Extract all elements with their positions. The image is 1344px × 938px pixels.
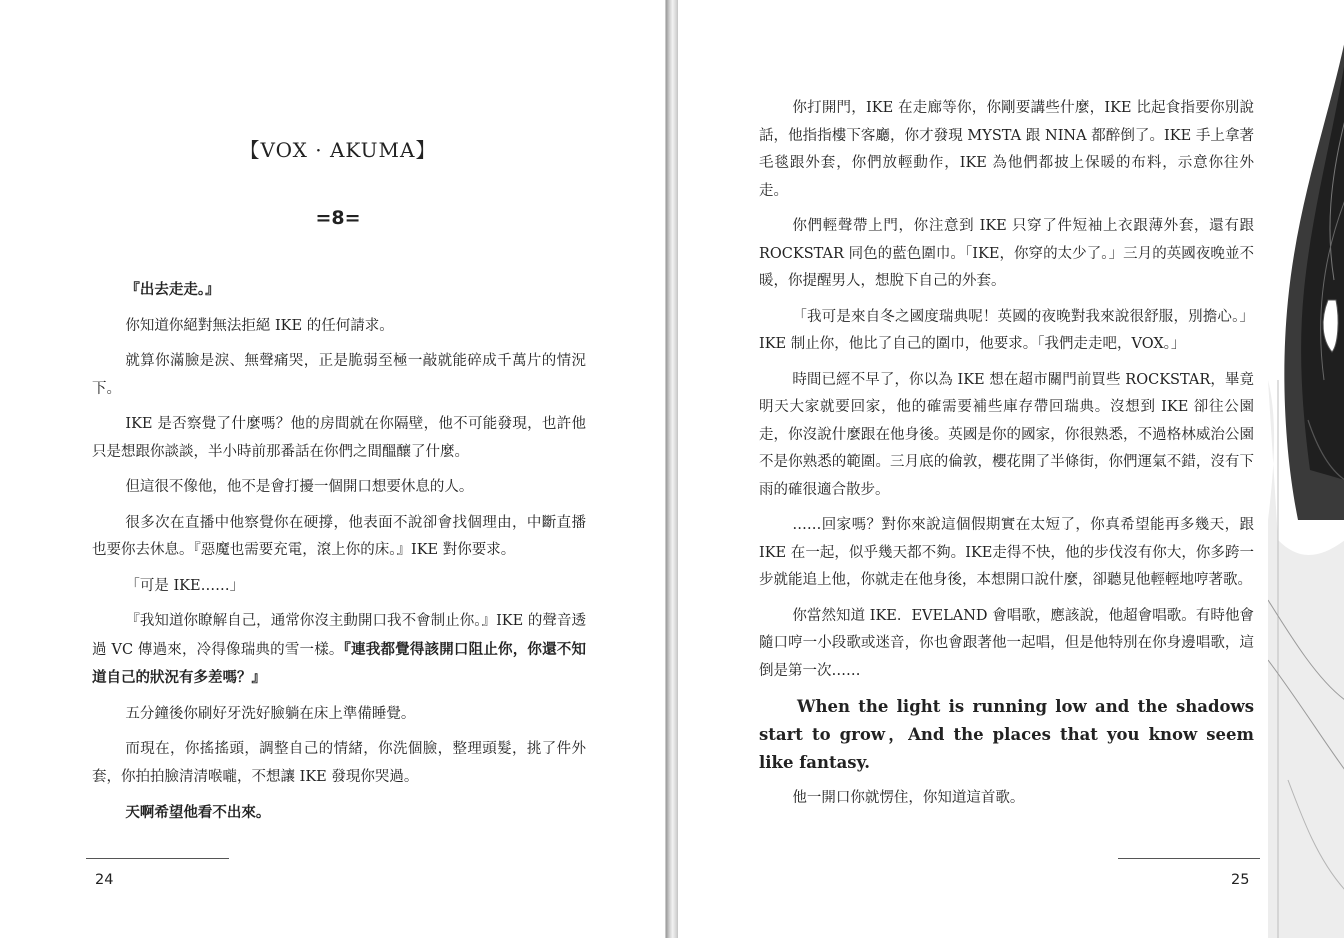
text-run: 「我可是來自冬之國度瑞典呢！英國的夜晚對我來說很舒服，別擔心。」IKE 制止你，他比了自己的圍巾，他要求。「我們走走吧，VOX。」 (759, 308, 1254, 352)
text-run: 時間已經不早了，你以為 IKE 想在超市關門前買些 ROCKSTAR，畢竟明天大家就要回家，他的確需要補些庫存帶回瑞典。沒想到 IKE 卻往公園走，你沒說什麼跟在他身後。英國是你的國家，你很熟悉，不過格林威治公園不是你熟悉的範圍。三月底的倫敦，櫻花開了半條街，你們運氣不錯，沒有下雨的確很適合散步。 (759, 371, 1254, 498)
paragraph (92, 736, 586, 791)
text-run: 『出去走走。』 (125, 281, 220, 298)
text-run: 五分鐘後你刷好牙洗好臉躺在床上準備睡覺。 (125, 705, 416, 722)
paragraph (92, 474, 586, 502)
footer-rule-right (1118, 858, 1260, 859)
paragraph (92, 510, 586, 565)
text-run: 『我知道你瞭解自己，通常你沒主動開口我不會制止你。』IKE 的聲音透過 VC 傳過來，冷得像瑞典的雪一樣。 (92, 613, 586, 658)
paragraph (759, 367, 1254, 505)
left-page (0, 0, 666, 938)
text-run: When the light is running low and the shadows start to grow，And the places that you know seem like fantasy. (759, 697, 1254, 772)
text-run: 你知道你絕對無法拒絕 IKE 的任何請求。 (125, 317, 394, 334)
paragraph (759, 693, 1254, 777)
page-number-right: 25 (1231, 872, 1250, 888)
text-run: 「可是 IKE……」 (125, 577, 245, 594)
paragraph (92, 313, 586, 341)
text-run: 『連我都覺得該開口阻止你，你還不知道自己的狀況有多差嗎？』 (92, 640, 586, 686)
page-number-left: 24 (95, 872, 114, 888)
paragraph (759, 603, 1254, 686)
right-page (677, 0, 1344, 938)
chapter-number: =8= (315, 207, 361, 229)
text-run: 就算你滿臉是淚、無聲痛哭，正是脆弱至極一敲就能碎成千萬片的情況下。 (92, 353, 586, 397)
text-run: ……回家嗎？對你來說這個假期實在太短了，你真希望能再多幾天，跟IKE 在一起，似乎幾天都不夠。IKE走得不快，他的步伐沒有你大，你多跨一步就能追上他，你就走在他身後，本想開口說什麼，卻聽見他輕輕地哼著歌。 (759, 517, 1254, 588)
text-run: 而現在，你搖搖頭，調整自己的情緒，你洗個臉，整理頭髮，挑了件外套，你拍拍臉清清喉嚨，不想讓 IKE 發現你哭過。 (92, 741, 586, 785)
paragraph (92, 701, 586, 729)
text-run: 天啊希望他看不出來。 (125, 804, 271, 821)
text-run: 但這很不像他，他不是會打擾一個開口想要休息的人。 (125, 479, 474, 495)
paragraph (92, 799, 586, 828)
text-run: 你打開門，IKE 在走廊等你，你剛要講些什麼，IKE 比起食指要你別說話，他指指樓下客廳，你才發現 MYSTA 跟 NINA 都醉倒了。IKE 手上拿著毛毯跟外套，你們放輕動作，IKE 為他們都披上保暖的布料，示意你往外走。 (759, 100, 1254, 199)
text-run: 你當然知道 IKE．EVELAND 會唱歌，應該說，他超會唱歌。有時他會隨口哼一小段歌或迷音，你也會跟著他一起唱，但是他特別在你身邊唱歌，這倒是第一次…… (759, 607, 1254, 679)
right-page-text (759, 95, 1254, 821)
paragraph (92, 411, 586, 466)
paragraph (759, 304, 1254, 359)
left-page-text (92, 276, 586, 836)
book-gutter (666, 0, 677, 938)
text-run: 他一開口你就愣住，你知道這首歌。 (792, 790, 1025, 806)
paragraph (759, 785, 1254, 813)
text-run: 很多次在直播中他察覺你在硬撐，他表面不說卻會找個理由，中斷直播也要你去休息。『惡魔也需要充電，滾上你的床。』IKE 對你要求。 (92, 514, 586, 558)
chapter-title: 【VOX · AKUMA】 (239, 138, 437, 162)
paragraph (92, 348, 586, 403)
paragraph (759, 95, 1254, 205)
text-run: IKE 是否察覺了什麼嗎？他的房間就在你隔壁，他不可能發現，也許他只是想跟你談談，半小時前那番話在你們之間醞釀了什麼。 (92, 416, 586, 460)
character-illustration (1268, 0, 1344, 938)
paragraph (759, 512, 1254, 595)
paragraph (92, 276, 586, 305)
paragraph (92, 573, 586, 601)
footer-rule-left (86, 858, 229, 859)
text-run: 你們輕聲帶上門，你注意到 IKE 只穿了件短袖上衣跟薄外套，還有跟 ROCKSTAR 同色的藍色圍巾。「IKE，你穿的太少了。」三月的英國夜晚並不暖，你提醒男人，想脫下自己的外套。 (759, 218, 1254, 289)
paragraph (92, 608, 586, 693)
paragraph (759, 213, 1254, 296)
